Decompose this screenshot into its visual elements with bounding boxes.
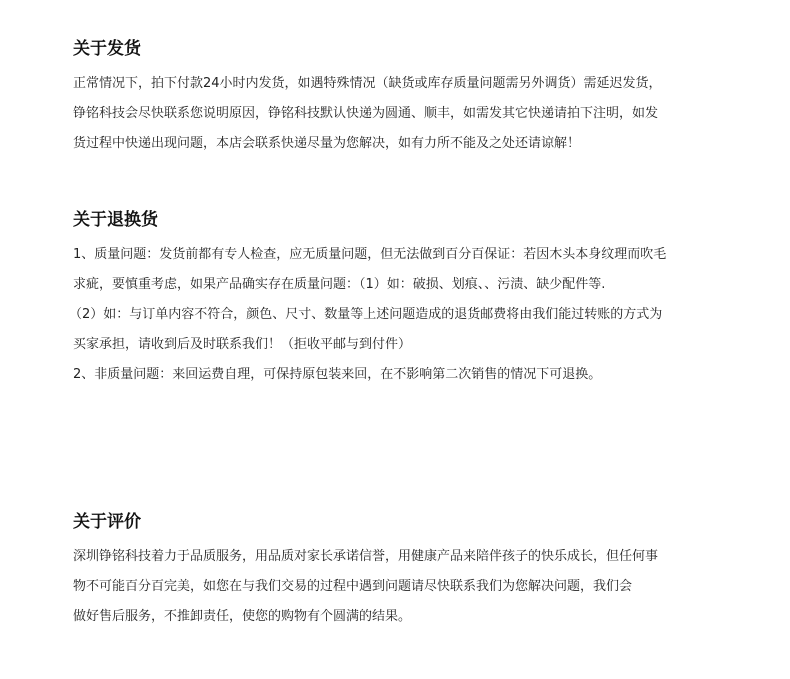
review-paragraph-line: 做好售后服务，不推卸责任，使您的购物有个圆满的结果。 bbox=[73, 609, 412, 624]
shipping-paragraph-line: 铮铭科技会尽快联系您说明原因，铮铭科技默认快递为圆通、顺丰，如需发其它快递请拍下注明，如发 bbox=[73, 106, 659, 121]
returns-paragraph-line: 1、质量问题：发货前都有专人检查，应无质量问题，但无法做到百分百保证：若因木头本身纹理而吹毛 bbox=[73, 247, 667, 262]
section-title-returns: 关于退换货 bbox=[73, 210, 158, 230]
review-paragraph-line: 深圳铮铭科技着力于品质服务，用品质对家长承诺信誉，用健康产品来陪伴孩子的快乐成长，但任何事 bbox=[73, 549, 659, 564]
section-shipping bbox=[73, 39, 723, 159]
shipping-paragraph-line: 货过程中快递出现问题，本店会联系快递尽量为您解决，如有力所不能及之处还请谅解！ bbox=[73, 136, 581, 151]
review-paragraph-line: 物不可能百分百完美，如您在与我们交易的过程中遇到问题请尽快联系我们为您解决问题，我们会 bbox=[73, 579, 633, 594]
shipping-paragraph-line: 正常情况下，拍下付款24小时内发货，如遇特殊情况（缺货或库存质量问题需另外调货）需延迟发货， bbox=[73, 76, 662, 91]
section-title-shipping: 关于发货 bbox=[73, 39, 141, 59]
section-returns bbox=[69, 210, 723, 390]
returns-paragraph-line: 买家承担，请收到后及时联系我们！（拒收平邮与到付件） bbox=[73, 337, 412, 352]
returns-paragraph-line: 求疵，要慎重考虑，如果产品确实存在质量问题：（1）如：破损、划痕、、污渍、缺少配件等. bbox=[73, 277, 606, 292]
section-title-review: 关于评价 bbox=[73, 512, 141, 532]
returns-paragraph-line: （2）如：与订单内容不符合，颜色、尺寸、数量等上述问题造成的退货邮费将由我们能过转账的方式为 bbox=[69, 307, 663, 322]
returns-paragraph-line: 2、非质量问题：来回运费自理，可保持原包装来回，在不影响第二次销售的情况下可退换。 bbox=[73, 367, 602, 382]
section-review bbox=[73, 512, 723, 632]
